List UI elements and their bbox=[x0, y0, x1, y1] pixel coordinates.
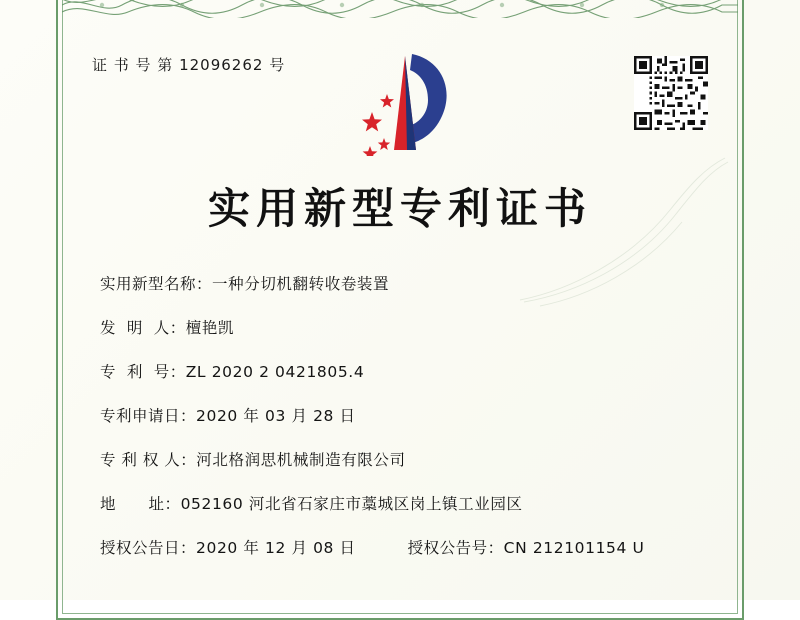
certificate-number: 证 书 号 第 12096262 号 bbox=[92, 56, 286, 74]
patent-emblem-icon bbox=[350, 46, 460, 156]
field-value-application-date: 2020 年 03 月 28 日 bbox=[196, 407, 356, 425]
qr-code-icon bbox=[634, 56, 708, 130]
field-label-patentee: 专 利 权 人： bbox=[100, 451, 197, 469]
field-label-inventor: 发 明 人： bbox=[100, 319, 186, 337]
field-row-application-date bbox=[100, 404, 705, 426]
field-row-grant-announcement bbox=[100, 536, 705, 558]
field-row-patentee bbox=[100, 448, 705, 470]
field-value-address: 052160 河北省石家庄市藁城区岗上镇工业园区 bbox=[180, 495, 523, 513]
field-row-name bbox=[100, 272, 705, 294]
field-label-application-date: 专利申请日： bbox=[100, 407, 197, 425]
field-value-patent-number: ZL 2020 2 0421805.4 bbox=[185, 363, 365, 381]
field-label-grant-date: 授权公告日： bbox=[100, 539, 197, 557]
field-value-utility-model-name: 一种分切机翻转收卷装置 bbox=[212, 275, 390, 293]
field-list bbox=[100, 272, 705, 580]
field-label-patent-number: 专 利 号： bbox=[100, 363, 186, 381]
field-value-inventor: 檀艳凯 bbox=[185, 319, 235, 337]
page-title: 实用新型专利证书 bbox=[207, 184, 592, 233]
field-value-grant-date: 2020 年 12 月 08 日 bbox=[196, 539, 356, 557]
field-label-announcement-number: 授权公告号： bbox=[407, 539, 504, 557]
ornamental-border-top bbox=[62, 0, 738, 18]
field-value-patentee: 河北格润思机械制造有限公司 bbox=[196, 451, 406, 469]
field-label-address: 地 址： bbox=[100, 495, 181, 513]
field-value-announcement-number: CN 212101154 U bbox=[503, 539, 645, 557]
field-row-inventor bbox=[100, 316, 705, 338]
field-row-patent-number bbox=[100, 360, 705, 382]
field-label-utility-model-name: 实用新型名称： bbox=[100, 275, 213, 293]
field-row-address bbox=[100, 492, 705, 514]
